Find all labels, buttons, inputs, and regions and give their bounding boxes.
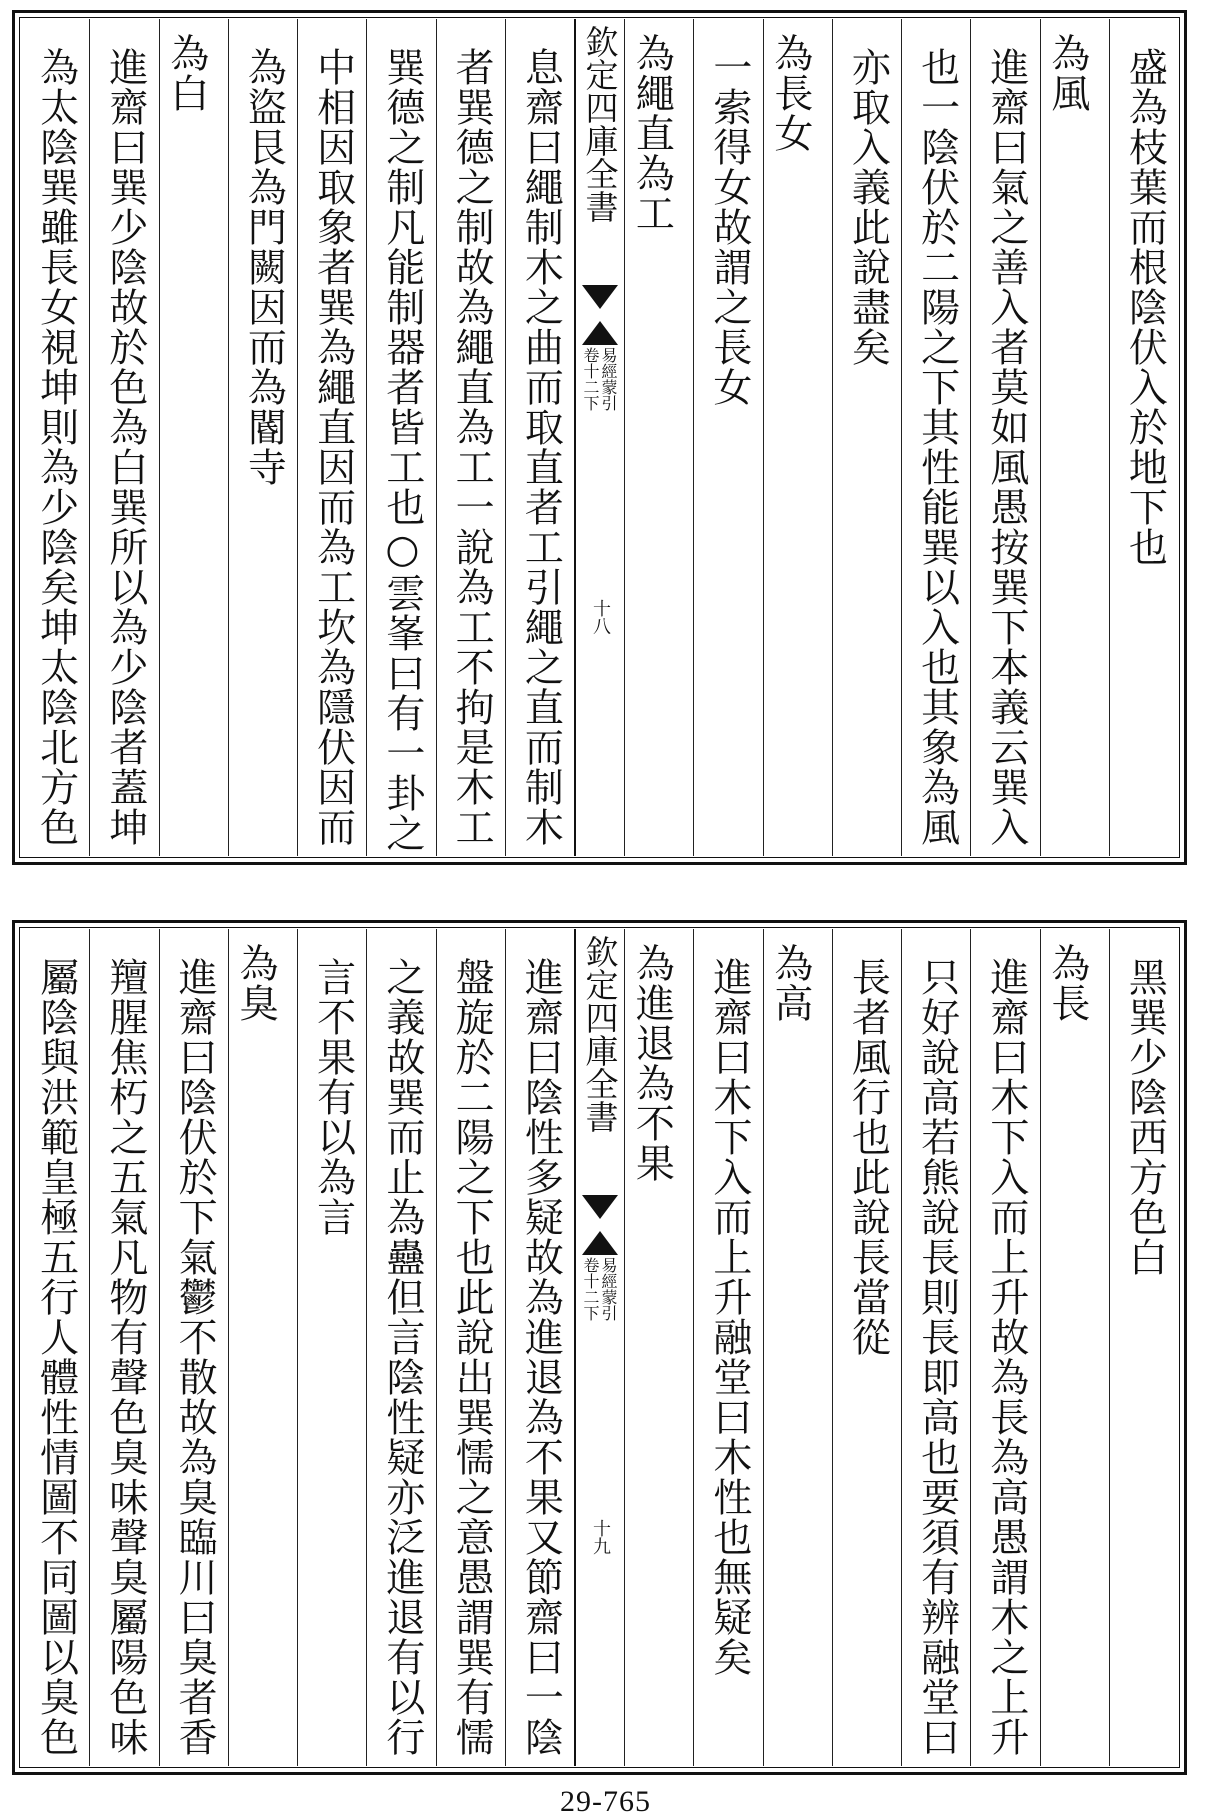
column-text: 盤旋於二陽之下也此說出巽懦之意愚謂巽有懦 <box>449 957 495 1757</box>
text-column <box>693 929 762 1766</box>
text-column <box>159 929 228 1766</box>
text-column <box>832 929 901 1766</box>
entry-heading: 為高 <box>767 943 813 1023</box>
text-column <box>436 929 505 1766</box>
heading-column <box>159 19 228 856</box>
entry-heading: 為臭 <box>233 943 279 1023</box>
column-text: 息齋曰繩制木之曲而取直者工引繩之直而制木 <box>518 47 564 847</box>
text-column <box>505 929 574 1766</box>
heading-column <box>228 929 297 1766</box>
column-text: 中相因取象者巽為繩直因而為工坎為隱伏因而 <box>310 47 356 847</box>
column-text: 屬陰與洪範皇極五行人體性情圖不同圖以臭色 <box>33 957 79 1757</box>
heading-column <box>1040 19 1109 856</box>
column-text: 只好說高若熊說長則長即高也要須有辨融堂曰 <box>914 957 960 1757</box>
heading-column <box>763 19 832 856</box>
text-column <box>436 19 505 856</box>
text-column <box>366 19 435 856</box>
entry-heading: 為風 <box>1044 33 1090 113</box>
text-column <box>1109 19 1178 856</box>
fishtail-mark-icon <box>580 1191 620 1225</box>
entry-heading: 為長 <box>1044 943 1090 1023</box>
column-text: 長者風行也此說長當從 <box>845 957 891 1357</box>
column-text: 為盜艮為門闕因而為閽寺 <box>241 47 287 487</box>
text-column <box>693 19 762 856</box>
entry-heading: 為進退為不果 <box>629 943 675 1183</box>
text-column <box>21 19 89 856</box>
center-volume: 卷十二下 <box>581 347 600 411</box>
column-text: 為太陰巽雖長女視坤則為少陰矣坤太陰北方色 <box>33 47 79 847</box>
column-text: 進齋曰巽少陰故於色為白巽所以為少陰者蓋坤 <box>102 47 148 847</box>
column-text: 也一陰伏於二陽之下其性能巽以入也其象為風 <box>914 47 960 847</box>
column-text: 一索得女故謂之長女 <box>706 47 752 407</box>
text-column <box>297 19 366 856</box>
center-book-title: 欽定四庫全書 <box>580 935 620 1133</box>
top-page <box>12 10 1187 865</box>
column-text: 之義故巽而止為蠱但言陰性疑亦泛進退有以行 <box>379 957 425 1757</box>
text-column <box>228 19 297 856</box>
fishtail-mark-icon <box>580 315 620 349</box>
bottom-page <box>12 920 1187 1775</box>
column-text: 進齋曰木下入而上升融堂曰木性也無疑矣 <box>706 957 752 1677</box>
text-column <box>366 929 435 1766</box>
text-column <box>901 929 970 1766</box>
top-columns <box>21 19 1178 856</box>
center-fold-column <box>574 929 624 1766</box>
column-text: 言不果有以為言 <box>310 957 356 1237</box>
center-fold-column <box>574 19 624 856</box>
fishtail-mark-icon <box>580 1225 620 1259</box>
entry-heading: 為白 <box>163 33 209 113</box>
column-text: 進齋曰木下入而上升故為長為高愚謂木之上升 <box>983 957 1029 1757</box>
entry-heading: 為繩直為工 <box>629 33 675 233</box>
center-sub-title: 易經蒙引 <box>599 1257 618 1321</box>
column-text: 黑巽少陰西方色白 <box>1122 957 1168 1277</box>
text-column <box>970 929 1039 1766</box>
heading-column <box>763 929 832 1766</box>
column-text: 巽德之制凡能制器者皆工也○雲峯曰有一卦之 <box>379 47 425 853</box>
column-text: 者巽德之制故為繩直為工一說為工不拘是木工 <box>449 47 495 847</box>
center-page-number: 十八 <box>590 599 611 635</box>
text-column <box>21 929 89 1766</box>
heading-column <box>624 929 693 1766</box>
column-text: 盛為枝葉而根陰伏入於地下也 <box>1122 47 1168 567</box>
center-page-number: 十九 <box>590 1519 611 1555</box>
column-text: 進齋曰陰性多疑故為進退為不果又節齋曰一陰 <box>518 957 564 1757</box>
bottom-columns <box>21 929 1178 1766</box>
text-column <box>970 19 1039 856</box>
column-text: 亦取入義此說盡矣 <box>845 47 891 367</box>
text-column <box>832 19 901 856</box>
column-text: 進齋曰氣之善入者莫如風愚按巽下本義云巽入 <box>983 47 1029 847</box>
text-column <box>901 19 970 856</box>
entry-heading: 為長女 <box>767 33 813 153</box>
text-column <box>1109 929 1178 1766</box>
center-book-title: 欽定四庫全書 <box>580 25 620 223</box>
center-volume: 卷十二下 <box>581 1257 600 1321</box>
heading-column <box>1040 929 1109 1766</box>
fishtail-mark-icon <box>580 281 620 315</box>
heading-column <box>624 19 693 856</box>
footer-page-number: 29-765 <box>560 1785 651 1818</box>
text-column <box>297 929 366 1766</box>
text-column <box>505 19 574 856</box>
column-text: 羶腥焦朽之五氣凡物有聲色臭味聲臭屬陽色味 <box>102 957 148 1757</box>
column-text: 進齋曰陰伏於下氣鬱不散故為臭臨川曰臭者香 <box>172 957 218 1757</box>
text-column <box>89 929 158 1766</box>
text-column <box>89 19 158 856</box>
center-sub-title: 易經蒙引 <box>599 347 618 411</box>
